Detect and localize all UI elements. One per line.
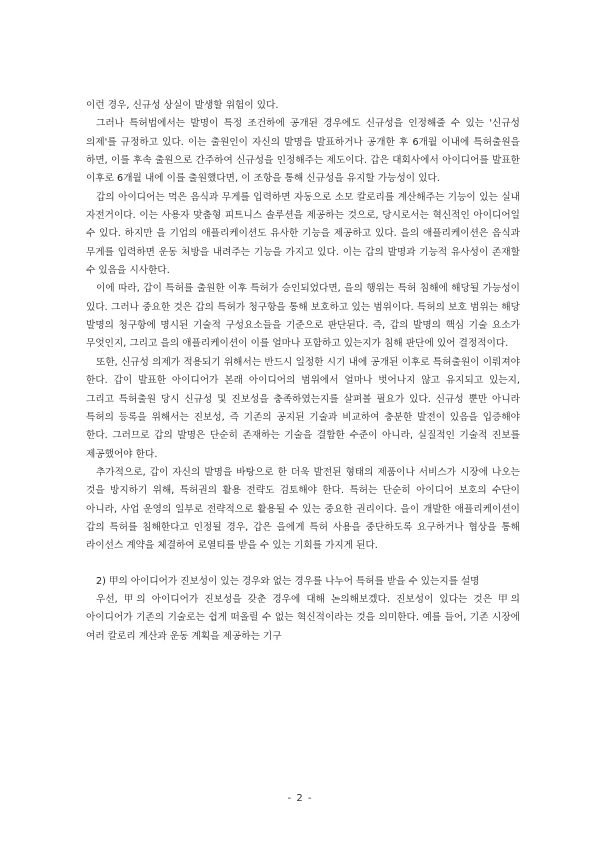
paragraph-3: 갑의 아이디어는 먹은 음식과 무게를 입력하면 자동으로 소모 칼로리를 계산해주는 기능이 있는 실내 자전거이다. 이는 사용자 맞춤형 피트니스 솔루션을 제공하는 것으로, 당시로서는 혁신적인 아이디어일 수 있다. 하지만 을 기업의 애플리케이션도 유사한 기능을 제공하고 있다. 을의 애플리케이션은 음식과 무게를 입력하면 운동 처방을 내려주는 기능을 가지고 있다. 이는 갑의 발명과 기능적 유사성이 존재할 수 있음을 시사한다.: [86, 191, 520, 277]
paragraph-1: 이런 경우, 신규성 상실이 발생할 위험이 있다.: [86, 100, 279, 111]
section-paragraph-1: 우선, 甲의 아이디어가 진보성을 갖춘 경우에 대해 논의해보겠다. 진보성이 있다는 것은 甲의 아이디어가 기존의 기술로는 쉽게 떠올릴 수 없는 혁신적이라는 것을 의미한다. 예를 들어, 기존 시장에 여러 칼로리 계산과 운동 계획을 제공하는 기구: [86, 593, 520, 642]
paragraph-6: 추가적으로, 갑이 자신의 발명을 바탕으로 한 더욱 발전된 형태의 제품이나 서비스가 시장에 나오는 것을 방지하기 위해, 특허권의 활용 전략도 검토해야 한다. 특허는 단순히 아이디어 보호의 수단이 아니라, 사업 운영의 일부로 전략적으로 활용될 수 있는 중요한 권리이다. 을이 개발한 애플리케이션이 갑의 특허를 침해한다고 인정될 경우, 갑은 을에게 특허 사용을 중단하도록 요구하거나 협상을 통해 라이선스 계약을 체결하여 로열티를 받을 수 있는 기회를 가지게 된다.: [86, 466, 520, 552]
section-heading: 2) 甲의 아이디어가 진보성이 있는 경우와 없는 경우를 나누어 특허를 받을 수 있는지를 설명: [96, 575, 480, 587]
section-spacer: [86, 556, 520, 573]
paragraph-5: 또한, 신규성 의제가 적용되기 위해서는 반드시 일정한 시기 내에 공개된 이후로 특허출원이 이뤄져야 한다. 갑이 발표한 아이디어가 본래 아이디어의 범위에서 얼마나 벗어나지 않고 유지되고 있는지, 그리고 특허출원 당시 신규성 및 진보성을 충족하였는지를 살펴볼 필요가 있다. 신규성 뿐만 아니라 특허의 등록을 위해서는 진보성, 즉 기존의 공지된 기술과 비교하여 충분한 발전이 있음을 입증해야 한다. 그러므로 갑의 발명은 단순히 존재하는 기술을 결합한 수준이 아니라, 실질적인 기술적 진보를 제공했어야 한다.: [86, 356, 520, 460]
paragraph-2: 그러나 특허법에서는 발명이 특정 조건하에 공개된 경우에도 신규성을 인정해줄 수 있는 '신규성 의제'를 규정하고 있다. 이는 출원인이 자신의 발명을 발표하거나 공개한 후 6개월 이내에 특허출원을 하면, 이를 후속 출원으로 간주하여 신규성을 인정해주는 제도이다. 갑은 대회사에서 아이디어를 발표한 이후로 6개월 내에 이를 출원했다면, 이 조항을 통해 신규성을 유지할 가능성이 있다.: [86, 118, 520, 185]
paragraph-4: 이에 따라, 갑이 특허를 출원한 이후 특허가 승인되었다면, 을의 행위는 특허 침해에 해당될 가능성이 있다. 그러나 중요한 것은 갑의 특허가 청구항을 통해 보호하고 있는 범위이다. 특허의 보호 범위는 해당 발명의 청구항에 명시된 기술적 구성요소들을 기준으로 판단된다. 즉, 갑의 발명의 핵심 기술 요소가 무엇인지, 그리고 을의 애플리케이션이 이를 얼마나 포함하고 있는지가 침해 판단에 있어 결정적이다.: [86, 283, 520, 350]
page-number: - 2 -: [287, 793, 313, 804]
document-body: [86, 97, 520, 646]
